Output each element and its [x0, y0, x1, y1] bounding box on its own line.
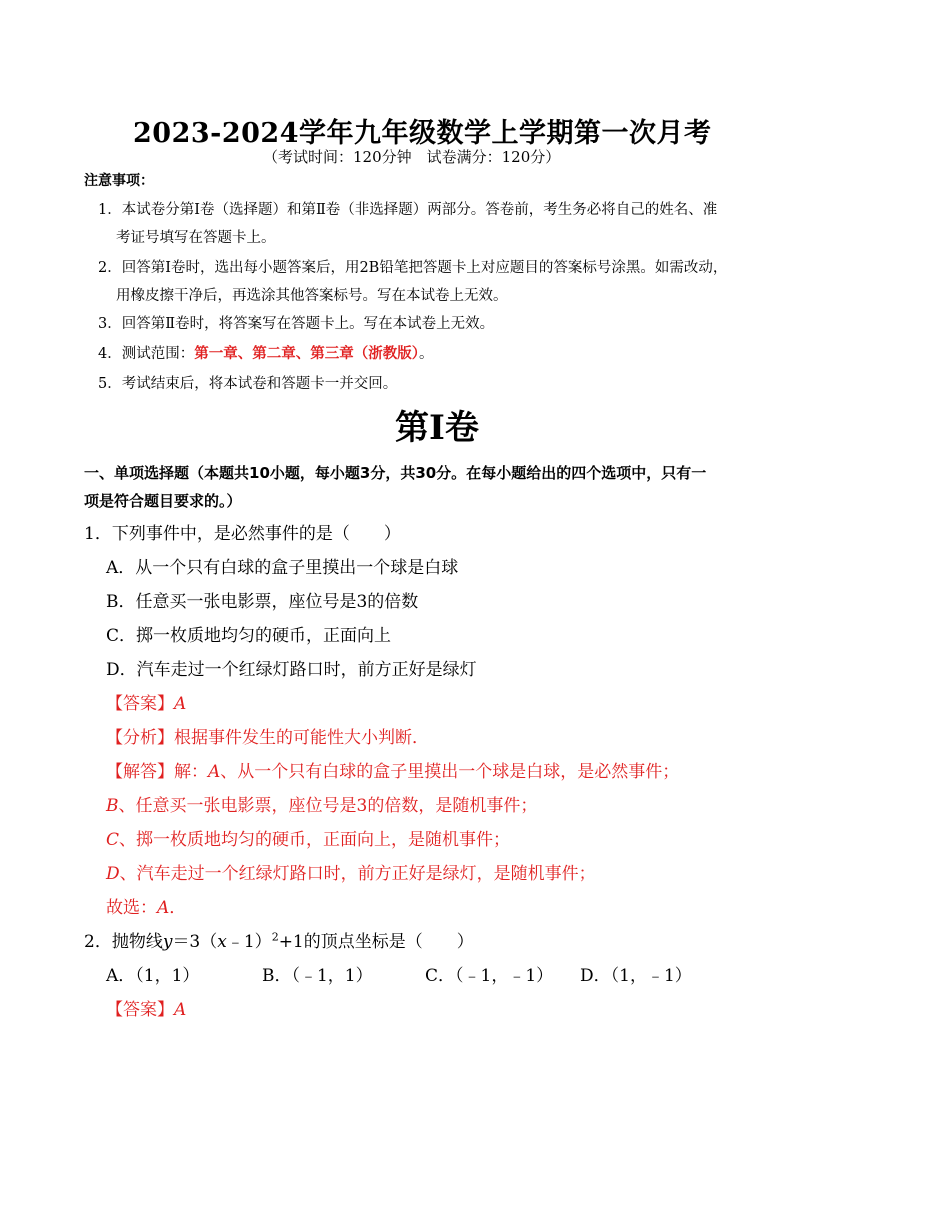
solution-b-text: 、任意买一张电影票，座位号是3的倍数，是随机事件；	[118, 796, 538, 816]
solution-c-text: 、掷一枚质地均匀的硬币，正面向上，是随机事件；	[119, 830, 511, 850]
q2-stem-exponent: 2	[271, 930, 279, 944]
answer-value: A	[174, 694, 187, 714]
solution-d-text: 、汽车走过一个红绿灯路口时，前方正好是绿灯，是随机事件；	[119, 864, 596, 884]
question-2-option-c: C．（﹣1，﹣1）	[425, 966, 554, 986]
notice-item-3: 3．回答第Ⅱ卷时，将答案写在答题卡上。写在本试卷上无效。	[98, 316, 495, 332]
question-1-stem: 1．下列事件中，是必然事件的是（ ）	[84, 524, 401, 544]
question-2-answer	[106, 995, 186, 1020]
solution-prefix: 解：	[174, 762, 208, 782]
q2-stem-y: y	[162, 932, 173, 952]
question-2-option-d: D．（1，﹣1）	[580, 966, 692, 986]
question-1-option-a: A．从一个只有白球的盒子里摸出一个球是白球	[106, 558, 459, 578]
question-1-option-d: D．汽车走过一个红绿灯路口时，前方正好是绿灯	[106, 660, 477, 680]
conclusion-prefix: 故选：	[106, 898, 157, 918]
solution-a-text: 、从一个只有白球的盒子里摸出一个球是白球，是必然事件；	[220, 762, 680, 782]
exam-subtitle: （考试时间：120分钟 试卷满分：120分）	[263, 148, 561, 166]
solution-a-letter: A	[208, 762, 221, 782]
notice-item-4-suffix: 。	[418, 346, 434, 362]
q2-stem-prefix: 2．抛物线	[84, 932, 163, 952]
analysis-label: 【分析】	[106, 728, 174, 748]
notice-item-2-line-1: 2．回答第Ⅰ卷时，选出每小题答案后，用2B铅笔把答题卡上对应题目的答案标号涂黑。如需改动，	[98, 260, 728, 276]
question-1-solution-a	[106, 757, 679, 782]
q2-stem-mid1: ＝3（	[172, 932, 218, 952]
question-2-stem	[84, 927, 474, 952]
q2-answer-value: A	[174, 1000, 187, 1020]
solution-d-letter: D	[106, 864, 120, 884]
section-1-heading-line-1: 一、单项选择题（本题共10小题，每小题3分，共30分。在每小题给出的四个选项中，只有一	[84, 464, 707, 482]
question-1-answer	[106, 689, 186, 714]
q2-answer-label: 【答案】	[106, 1000, 174, 1020]
conclusion-suffix: ．	[169, 898, 187, 918]
solution-c-letter: C	[106, 830, 120, 850]
test-scope: 第一章、第二章、第三章（浙教版）	[194, 345, 419, 362]
question-1-solution-b	[106, 791, 537, 816]
q2-stem-suffix: +1的顶点坐标是（ ）	[278, 932, 474, 952]
notice-item-4	[98, 342, 433, 363]
notice-heading: 注意事项：	[84, 173, 154, 189]
q2-stem-mid2: ﹣1）	[226, 932, 272, 952]
question-1-conclusion	[106, 893, 186, 918]
solution-label: 【解答】	[106, 762, 174, 782]
question-1-solution-c	[106, 825, 510, 850]
notice-item-1-line-1: 1．本试卷分第Ⅰ卷（选择题）和第Ⅱ卷（非选择题）两部分。答卷前，考生务必将自己的姓名、准	[98, 202, 718, 218]
question-2-option-a: A．（1，1）	[106, 966, 200, 986]
question-1-option-c: C．掷一枚质地均匀的硬币，正面向上	[106, 626, 392, 646]
section-title: 第Ⅰ卷	[395, 408, 479, 448]
question-2-option-b: B．（﹣1，1）	[262, 966, 373, 986]
notice-item-4-prefix: 4．测试范围：	[98, 346, 195, 362]
exam-title: 2023-2024学年九年级数学上学期第一次月考	[133, 118, 712, 149]
solution-b-letter: B	[106, 796, 119, 816]
conclusion-letter: A	[157, 898, 170, 918]
q2-stem-x: x	[217, 932, 227, 952]
notice-item-5: 5．考试结束后，将本试卷和答题卡一并交回。	[98, 376, 398, 392]
notice-item-2-line-2: 用橡皮擦干净后，再选涂其他答案标号。写在本试卷上无效。	[116, 288, 508, 304]
section-1-heading-line-2: 项是符合题目要求的。）	[84, 492, 242, 510]
question-1-analysis	[106, 723, 429, 748]
question-1-solution-d	[106, 859, 596, 884]
analysis-text: 根据事件发生的可能性大小判断．	[174, 728, 429, 748]
question-1-option-b: B．任意买一张电影票，座位号是3的倍数	[106, 592, 419, 612]
notice-item-1-line-2: 考证号填写在答题卡上。	[116, 230, 276, 246]
answer-label: 【答案】	[106, 694, 174, 714]
